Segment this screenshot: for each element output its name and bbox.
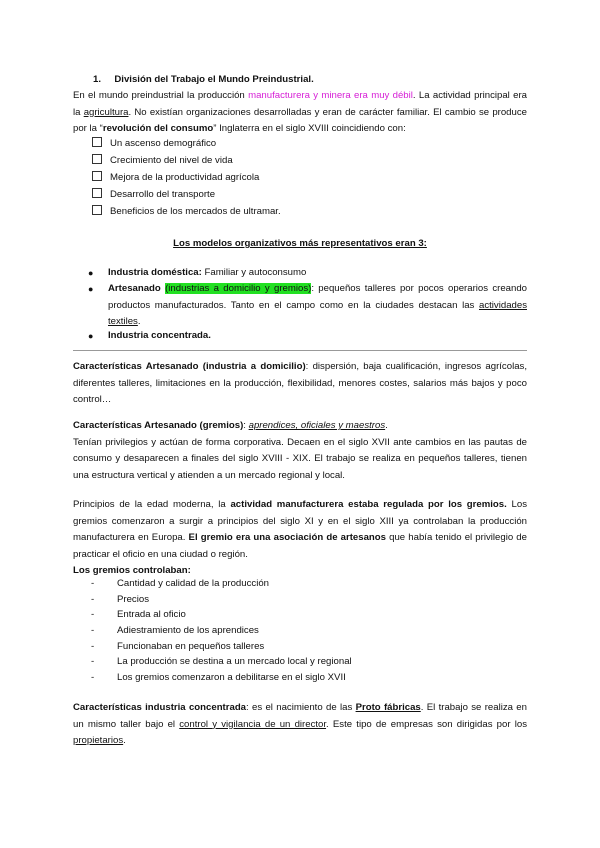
artesanado-gremios-text: Tenían privilegios y actúan de forma corporativa. Decaen en el siglo XVII ante cambios en las pautas de consumo y desaparecen a finales del siglo XVIII - XIX. El trabajo se realiza en pequeños talleres, tienen una estructura vertical y atienden a un mercado regional y local. — [73, 436, 527, 481]
artesanado-domicilio-title: Características Artesanado (industria a domicilio) — [73, 361, 306, 372]
list-item — [91, 670, 346, 686]
list-item — [91, 639, 264, 655]
concentrada-protofabricas: Proto fábricas — [355, 702, 421, 713]
concentrada-paragraph — [73, 700, 527, 750]
dash-marker: - — [91, 594, 95, 605]
checklist-label: Desarrollo del transporte — [110, 189, 216, 200]
model-2-title: Artesanado — [108, 283, 161, 294]
list-item — [91, 654, 352, 670]
concentrada-text-3: . Este tipo de empresas son dirigidas por los — [326, 718, 527, 730]
artesanado-domicilio-paragraph — [73, 359, 527, 409]
intro-underline-agricultura: agricultura — [83, 106, 129, 118]
checkbox-icon — [92, 137, 102, 147]
checkbox-icon — [92, 171, 102, 181]
checklist-label: Mejora de la productividad agrícola — [110, 172, 260, 183]
list-item — [91, 576, 269, 592]
dash-marker: - — [91, 625, 95, 636]
intro-magenta-text: manufacturera y minera era muy débil — [248, 90, 413, 101]
list-item — [91, 607, 186, 623]
section-title-text: División del Trabajo el Mundo Preindustrial. — [114, 74, 314, 85]
artesanado-gremios-sep: : — [243, 420, 249, 431]
artesanado-gremios-end: . — [385, 420, 388, 431]
checklist-item — [92, 153, 233, 170]
concentrada-title: Características industria concentrada — [73, 702, 247, 713]
artesanado-gremios-paragraph — [73, 418, 527, 484]
model-2-highlight: (industrias a domicilio y gremios) — [165, 283, 312, 294]
checkbox-icon — [92, 154, 102, 164]
checklist-label: Un ascenso demográfico — [110, 138, 217, 149]
section-title — [93, 72, 513, 89]
horizontal-divider — [73, 350, 527, 351]
bullet-item — [88, 328, 527, 345]
intro-paragraph — [73, 88, 527, 138]
checklist-label: Beneficios de los mercados de ultramar. — [110, 206, 281, 217]
list-item-text: Los gremios comenzaron a debilitarse en el siglo XVII — [117, 672, 346, 683]
list-item-text: Funcionaban en pequeños talleres — [117, 641, 265, 652]
principios-paragraph — [73, 497, 527, 580]
principios-text-2: Los gremios comenzaron a surgir a principios del siglo XI y en el siglo XIII ya controlaban la producción manufacturera en Europa. — [73, 499, 527, 543]
list-item-text: Adiestramiento de los aprendices — [117, 625, 259, 636]
list-item-text: Precios — [117, 594, 149, 605]
checklist-item — [92, 187, 215, 204]
intro-text-3: . No existían organizaciones desarrolladas y eran de carácter familiar. El cambio se produce por la “ — [73, 106, 527, 134]
intro-text-1: En el mundo preindustrial la producción — [73, 90, 249, 101]
bullet-icon: ● — [88, 268, 94, 278]
principios-text-1: Principios de la edad moderna, la — [73, 499, 231, 510]
bullet-item — [88, 265, 527, 282]
dash-marker: - — [91, 578, 95, 589]
artesanado-domicilio-text: : dispersión, baja cualificación, ingresos agrícolas, diferentes talleres, limitaciones en la producción, flexibilidad, menores costes, salarios más bajos y poco control… — [73, 361, 527, 405]
list-item-text: La producción se destina a un mercado local y regional — [117, 656, 352, 667]
bullet-icon: ● — [88, 284, 94, 294]
bullet-item — [88, 281, 527, 331]
checkbox-icon — [92, 188, 102, 198]
checklist-item — [92, 204, 281, 221]
concentrada-underline-2: propietarios — [73, 735, 124, 746]
artesanado-gremios-roles: aprendices, oficiales y maestros — [248, 420, 386, 431]
checkbox-icon — [92, 205, 102, 215]
list-item — [91, 623, 259, 639]
concentrada-text-1: : es el nacimiento de las — [246, 702, 356, 713]
model-2-end: . — [137, 316, 141, 327]
model-1-text: Familiar y autoconsumo — [201, 267, 307, 278]
model-3-title: Industria concentrada. — [108, 330, 211, 341]
checklist-item — [92, 136, 216, 153]
principios-text-3: que había tenido el privilegio de practicar el oficio en una ciudad o región. — [73, 532, 527, 560]
list-item-text: Cantidad y calidad de la producción — [117, 578, 270, 589]
list-item — [91, 592, 149, 608]
intro-bold-revolucion: revolución del consumo — [102, 123, 214, 134]
checklist-label: Crecimiento del nivel de vida — [110, 155, 233, 166]
list-item-text: Entrada al oficio — [117, 609, 186, 620]
intro-text-4: ” Inglaterra en el siglo XVIII coincidiendo con: — [213, 123, 406, 134]
dash-marker: - — [91, 656, 95, 667]
concentrada-underline-1: control y vigilancia de un director — [179, 718, 327, 730]
concentrada-end: . — [123, 735, 126, 746]
checklist-item — [92, 170, 259, 187]
dash-marker: - — [91, 672, 95, 683]
models-heading-text: Los modelos organizativos más representativos eran 3: — [173, 238, 427, 249]
dash-marker: - — [91, 609, 95, 620]
principios-bold-1: actividad manufacturera estaba regulada por los gremios. — [230, 499, 507, 510]
section-number: 1. — [93, 74, 102, 85]
models-heading — [73, 236, 527, 253]
intro-text-2: . La actividad principal era la — [73, 90, 527, 118]
model-1-title: Industria doméstica: — [108, 267, 202, 278]
artesanado-gremios-title: Características Artesanado (gremios) — [73, 420, 244, 431]
model-2-underline: actividades textiles — [108, 299, 527, 327]
gremios-list-heading: Los gremios controlaban: — [73, 565, 191, 576]
model-2-text: : pequeños talleres por pocos operarios creando productos manufacturados. Tanto en el campo como en la ciudades destacan las — [108, 283, 528, 311]
principios-bold-2: El gremio era una asociación de artesanos — [188, 532, 386, 543]
bullet-icon: ● — [88, 331, 94, 341]
concentrada-text-2: . El trabajo se realiza en un mismo taller bajo el — [73, 702, 527, 730]
dash-marker: - — [91, 641, 95, 652]
